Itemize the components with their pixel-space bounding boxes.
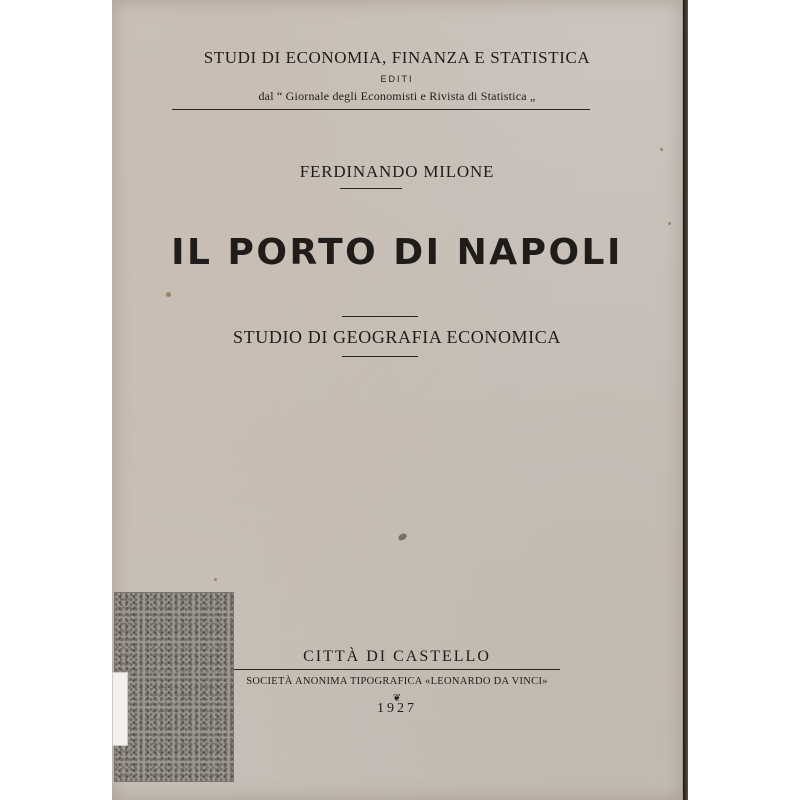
foxing-spot <box>166 292 171 297</box>
library-label <box>114 592 234 782</box>
source-journal: dal “ Giornale degli Economisti e Rivista di Statistica „ <box>258 89 536 103</box>
subtitle-rule-top <box>342 316 418 317</box>
author-underline <box>340 188 402 189</box>
foxing-spot <box>397 532 408 542</box>
publication-year: 1927 <box>377 701 417 716</box>
foxing-spot <box>214 578 217 581</box>
editi-label: EDITI <box>380 74 414 84</box>
bottom-divider <box>204 669 560 670</box>
ornament-icon: ❦ <box>392 693 402 704</box>
library-label-tab <box>112 672 128 746</box>
book-title: IL PORTO DI NAPOLI <box>171 232 623 273</box>
series-title: STUDI DI ECONOMIA, FINANZA E STATISTICA <box>203 48 591 67</box>
foxing-spot <box>668 222 671 225</box>
publication-city: CITTÀ DI CASTELLO <box>303 648 491 665</box>
book-subtitle: STUDIO DI GEOGRAFIA ECONOMICA <box>233 327 561 347</box>
subtitle-rule-bottom <box>342 356 418 357</box>
author-name: FERDINANDO MILONE <box>299 162 495 181</box>
top-divider <box>172 109 590 110</box>
foxing-spot <box>660 148 663 151</box>
printer-name: SOCIETÀ ANONIMA TIPOGRAFICA «LEONARDO DA VINCI» <box>246 676 548 687</box>
